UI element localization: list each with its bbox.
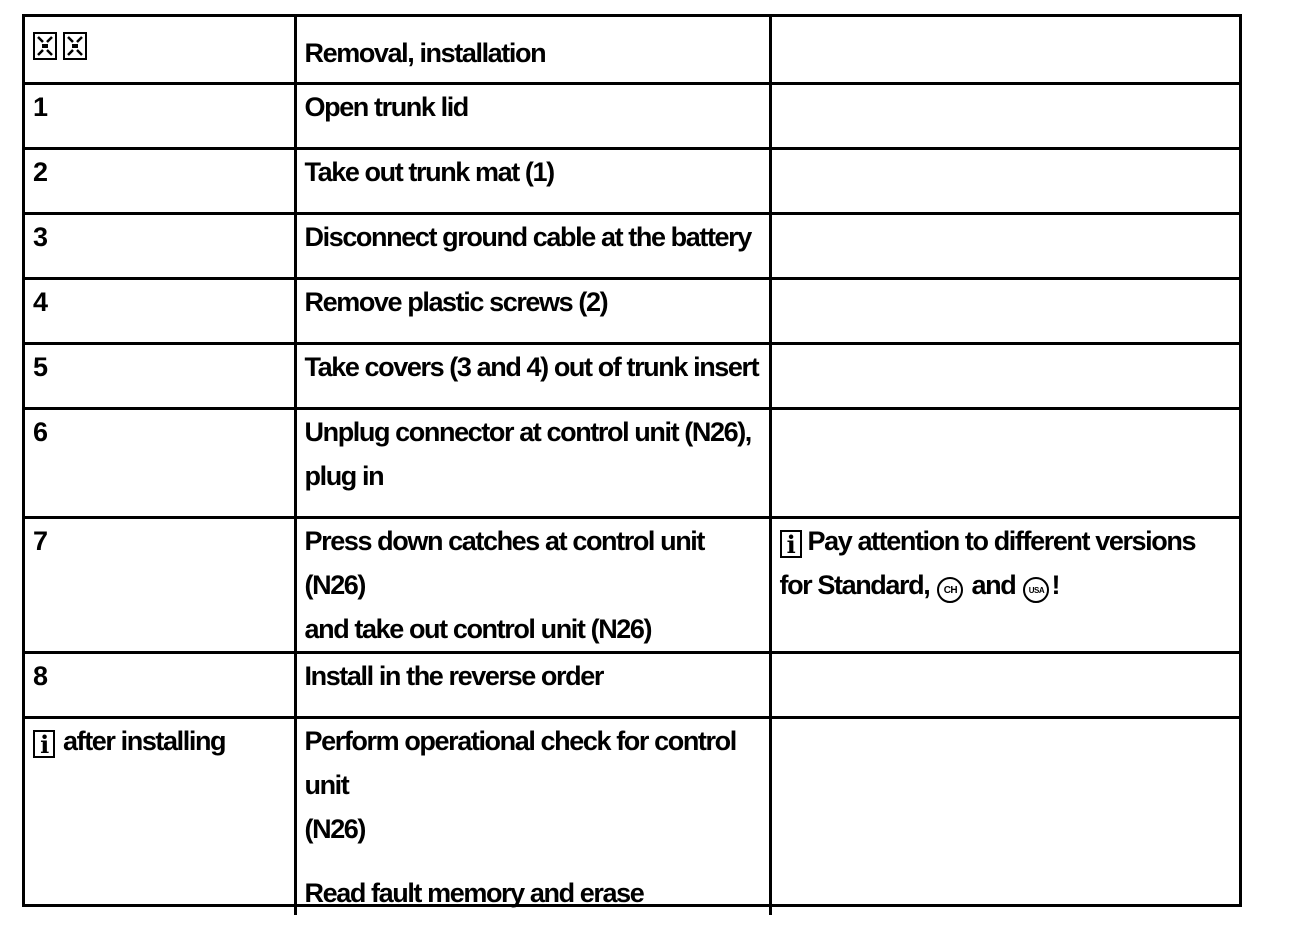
step-line: and take out control unit (N26) <box>304 613 652 644</box>
step-number: 1 <box>25 83 295 148</box>
after-installing-text <box>295 717 770 915</box>
header-title-cell <box>295 17 770 83</box>
step-number: 8 <box>25 652 295 717</box>
after-installing-label: after installing <box>63 725 226 756</box>
step-note <box>770 278 1239 343</box>
step-line: Take covers (3 and 4) out of trunk insert <box>304 351 759 382</box>
step-text <box>295 213 770 278</box>
note-text: for Standard, <box>779 569 930 600</box>
step-text <box>295 408 770 517</box>
step-row <box>25 343 1239 408</box>
step-line: Open trunk lid <box>304 91 468 122</box>
step-note <box>770 408 1239 517</box>
procedure-table <box>25 17 1239 915</box>
note-line <box>780 519 1232 563</box>
step-line: Take out trunk mat (1) <box>304 156 554 187</box>
step-row <box>25 83 1239 148</box>
tool-icon <box>33 32 57 60</box>
procedure-sheet <box>22 14 1242 907</box>
note-text: and <box>971 569 1016 600</box>
step-line: plug in <box>304 460 384 491</box>
tool-icon <box>63 32 87 60</box>
step-text <box>295 278 770 343</box>
header-icons-cell <box>25 17 295 83</box>
usa-badge: USA <box>1023 577 1049 603</box>
step-line: Read fault memory and erase <box>304 877 644 908</box>
step-row <box>25 148 1239 213</box>
step-line: Disconnect ground cable at the battery <box>304 221 751 252</box>
step-row <box>25 278 1239 343</box>
step-line: (N26) <box>304 813 366 844</box>
step-text <box>295 148 770 213</box>
step-number: 2 <box>25 148 295 213</box>
step-row <box>25 517 1239 652</box>
after-installing-row <box>25 717 1239 915</box>
after-installing-label-cell <box>25 717 295 915</box>
step-row <box>25 213 1239 278</box>
step-line: Perform operational check for control unit <box>304 725 736 800</box>
step-line: Press down catches at control unit (N26) <box>304 525 704 600</box>
step-line: Remove plastic screws (2) <box>304 286 608 317</box>
step-note <box>770 83 1239 148</box>
step-note <box>770 517 1239 652</box>
step-row <box>25 652 1239 717</box>
step-line: Install in the reverse order <box>304 660 603 691</box>
ch-badge: CH <box>937 577 963 603</box>
step-note <box>770 343 1239 408</box>
step-note <box>770 652 1239 717</box>
step-number: 5 <box>25 343 295 408</box>
step-number: 4 <box>25 278 295 343</box>
header-title: Removal, installation <box>304 38 546 68</box>
note-text: ! <box>1051 569 1060 600</box>
header-note-cell <box>770 17 1239 83</box>
step-text <box>295 83 770 148</box>
after-installing-note <box>770 717 1239 915</box>
step-text <box>295 517 770 652</box>
info-icon: i <box>780 530 802 558</box>
info-icon: i <box>33 730 55 758</box>
step-note <box>770 213 1239 278</box>
step-number: 6 <box>25 408 295 517</box>
step-number: 7 <box>25 517 295 652</box>
step-number: 3 <box>25 213 295 278</box>
note-line <box>780 563 1232 607</box>
step-note <box>770 148 1239 213</box>
step-line: Unplug connector at control unit (N26), <box>304 416 751 447</box>
step-text <box>295 343 770 408</box>
header-row <box>25 17 1239 83</box>
note-text: Pay attention to different versions <box>807 525 1196 556</box>
step-text <box>295 652 770 717</box>
step-row <box>25 408 1239 517</box>
